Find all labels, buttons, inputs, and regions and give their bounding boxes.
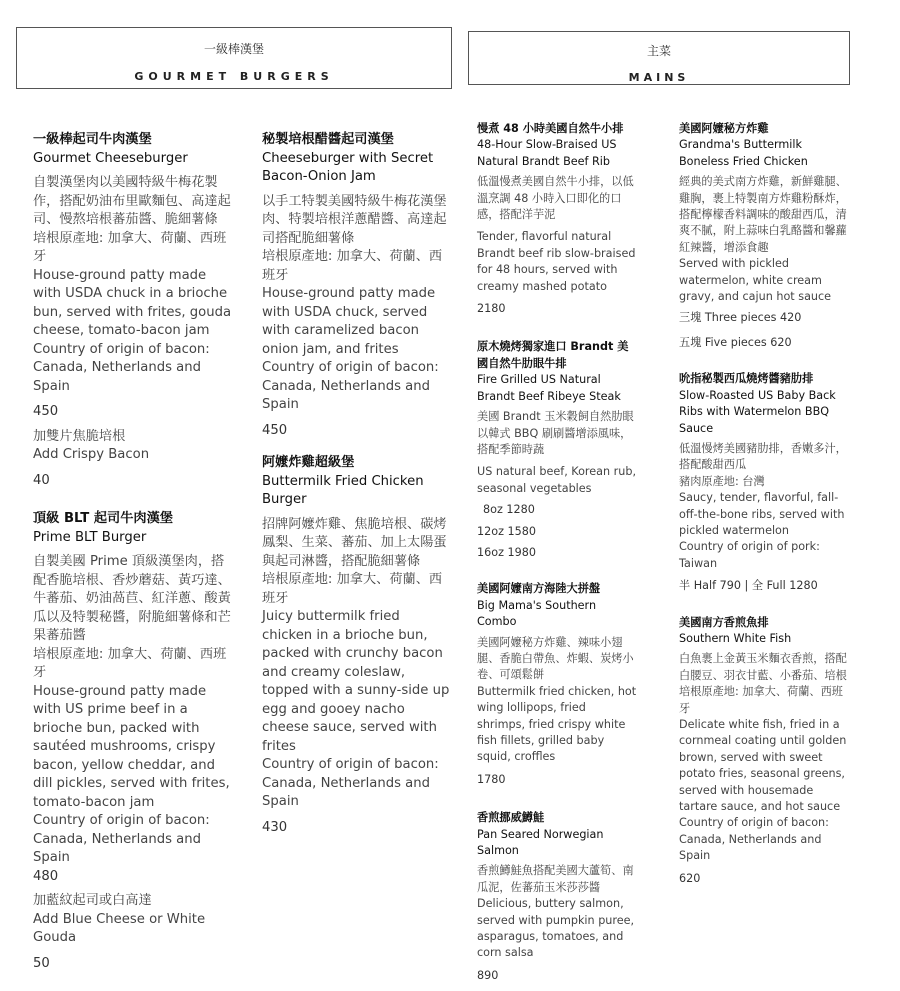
burgers-column-1 <box>33 131 233 979</box>
size-option: 12oz 1580 <box>477 524 536 538</box>
item-description-en: Tender, flavorful natural Brandt beef rib slow-braised for 48 hours, served with creamy mashed potato <box>477 230 636 293</box>
addon-name-zh: 加藍紋起司或白高達 <box>33 893 152 908</box>
item-description-zh: 白魚裹上金黃玉米麵衣香煎，搭配白腰豆、羽衣甘藍、小番茄、培根 <box>679 652 847 682</box>
item-origin-en: Country of origin of bacon: Canada, Netherlands and Spain <box>262 757 439 809</box>
item-origin-zh: 培根原產地: 加拿大、荷蘭、西班牙 <box>262 572 443 606</box>
addon-name-en: Add Crispy Bacon <box>33 447 150 462</box>
item-name-en: Cheeseburger with Secret Bacon-Onion Jam <box>262 150 434 184</box>
addon-name-en: Add Blue Cheese or White Gouda <box>33 911 206 945</box>
section-title-zh: 一級棒漢堡 <box>203 42 264 56</box>
item-name-zh: 吮指秘製西瓜燒烤醬豬肋排 <box>679 372 814 386</box>
item-name-en: Southern White Fish <box>679 631 792 645</box>
item-name-zh: 美國南方香煎魚排 <box>679 615 769 629</box>
menu-item-slow-braised-beef-rib <box>477 121 637 317</box>
size-option: 16oz 1980 <box>477 545 536 559</box>
item-description-en: Juicy buttermilk fried chicken in a brioche bun, packed with crunchy bacon and creamy coleslaw, topped with a sunny-side up egg and gooey nacho cheese sauce, served with frites <box>262 609 450 754</box>
menu-item-gourmet-cheeseburger <box>33 131 233 422</box>
addon-price: 50 <box>33 955 50 971</box>
burgers-column-2 <box>262 131 454 843</box>
menu-item-southern-white-fish <box>679 615 851 888</box>
item-origin-zh: 培根原產地: 加拿大、荷蘭、西班牙 <box>33 230 227 264</box>
item-name-zh: 美國阿嬤南方海陸大拼盤 <box>477 582 601 596</box>
addon-price: 40 <box>33 472 50 488</box>
item-description-zh: 以手工特製美國特級牛梅花漢堡肉、特製培根洋蔥醋醬、高達起司搭配脆細薯條 <box>262 193 447 246</box>
item-name-zh: 慢煮 48 小時美國自然牛小排 <box>477 122 624 135</box>
item-description-en: House-ground patty made with USDA chuck, served with caramelized bacon onion jam, and frites <box>262 286 436 357</box>
section-title-zh: 主菜 <box>646 44 671 58</box>
item-origin-en: Country of origin of bacon: Canada, Netherlands and Spain <box>33 341 210 394</box>
item-origin-en: Country of origin of bacon: Canada, Netherlands and Spain <box>679 816 829 863</box>
item-name-zh: 香煎挪威鱒鮭 <box>477 811 545 825</box>
item-price: 450 <box>33 404 59 419</box>
item-price: 890 <box>477 968 499 982</box>
item-price: 450 <box>262 422 288 438</box>
addon-crispy-bacon <box>33 428 233 491</box>
addon-blue-cheese-or-white-gouda <box>33 892 233 973</box>
portion-option: 三塊 Three pieces 420 <box>679 311 802 325</box>
item-price: 2180 <box>477 302 506 316</box>
item-name-zh: 秘製培根醋醬起司漢堡 <box>262 132 394 147</box>
section-header-mains <box>468 31 850 85</box>
item-name-zh: 阿嬤炸雞超級堡 <box>262 455 355 470</box>
item-description-zh: 低溫慢煮美國自然牛小排，以低溫烹調 48 小時入口即化的口感，搭配洋芋泥 <box>477 175 634 222</box>
item-description-en: Buttermilk fried chicken, hot wing lollipops, fried shrimps, fried crispy white fish fillets, grilled baby squid, croffles <box>477 684 637 764</box>
item-origin-en: Country of origin of bacon: Canada, Netherlands and Spain <box>262 360 439 412</box>
item-price: 430 <box>262 819 288 835</box>
menu-item-baby-back-ribs <box>679 371 851 594</box>
item-name-zh: 原木燒烤獨家進口 Brandt 美國自然牛肋眼牛排 <box>477 340 629 370</box>
item-origin-zh: 培根原產地: 加拿大、荷蘭、西班牙 <box>262 249 443 283</box>
item-name-en: Fire Grilled US Natural Brandt Beef Ribeye Steak <box>477 373 621 403</box>
item-description-en: House-ground patty made with US prime beef in a brioche bun, packed with sautéed mushrooms, crispy bacon, yellow cheddar, and dill pickles, served with frites, tomato-bacon jam <box>33 683 230 810</box>
menu-item-secret-bacon-onion-jam <box>262 131 454 440</box>
item-description-zh: 招牌阿嬤炸雞、焦脆培根、碳烤鳳梨、生菜、蕃茄、加上太陽蛋與起司淋醬，搭配脆細薯條 <box>262 516 447 569</box>
item-description-en: Served with pickled watermelon, white cream gravy, and cajun hot sauce <box>679 257 832 304</box>
item-name-en: Buttermilk Fried Chicken Burger <box>262 473 424 507</box>
item-origin-en: Country of origin of pork: Taiwan <box>679 540 820 570</box>
item-name-en: 48-Hour Slow-Braised US Natural Brandt Beef Rib <box>477 138 617 168</box>
item-description-en: US natural beef, Korean rub, seasonal vegetables <box>477 465 637 495</box>
section-header-gourmet-burgers <box>16 27 452 89</box>
section-title-en: MAINS <box>628 71 690 84</box>
size-option: 8oz 1280 <box>483 503 535 517</box>
item-name-en: Gourmet Cheeseburger <box>33 150 188 166</box>
item-description-zh: 低溫慢烤美國豬肋排，香嫩多汁，搭配酸甜西瓜 <box>679 441 847 472</box>
item-origin-en: Country of origin of bacon: Canada, Netherlands and Spain <box>33 813 210 865</box>
addon-name-zh: 加雙片焦脆培根 <box>33 428 126 444</box>
item-origin-zh: 培根原產地: 加拿大、荷蘭、西班牙 <box>679 685 843 715</box>
item-name-zh: 美國阿嬤秘方炸雞 <box>679 122 769 135</box>
portion-option: 五塊 Five pieces 620 <box>679 335 792 349</box>
item-origin-zh: 豬肉原產地: 台灣 <box>679 474 765 488</box>
item-price: 1780 <box>477 772 506 786</box>
item-name-en: Grandma's Buttermilk Boneless Fried Chicken <box>679 138 808 168</box>
menu-item-buttermilk-fried-chicken <box>679 121 851 351</box>
item-name-zh: 頂級 BLT 起司牛肉漢堡 <box>33 511 173 526</box>
menu-item-southern-combo <box>477 581 637 788</box>
item-description-zh: 自製美國 Prime 頂級漢堡肉，搭配香脆培根、香炒蘑菇、黃巧達、牛蕃茄、奶油萵苣、紅洋蔥、酸黃瓜以及特製秘醬，附脆細薯條和芒果蕃茄醬 <box>33 554 231 643</box>
menu-item-prime-blt-burger <box>33 510 233 886</box>
mains-column-1 <box>477 121 637 984</box>
item-origin-zh: 培根原產地: 加拿大、荷蘭、西班牙 <box>33 646 227 680</box>
item-name-en: Prime BLT Burger <box>33 529 147 545</box>
item-name-zh: 一級棒起司牛肉漢堡 <box>33 132 152 147</box>
item-price: 620 <box>679 871 701 885</box>
item-name-en: Big Mama's Southern Combo <box>477 598 597 629</box>
item-name-en: Slow-Roasted US Baby Back Ribs with Watermelon BBQ Sauce <box>679 388 836 435</box>
item-description-en: Delicious, buttery salmon, served with pumpkin puree, asparagus, tomatoes, and corn salsa <box>477 897 635 960</box>
item-price: 半 Half 790 | 全 Full 1280 <box>679 579 818 593</box>
item-description-en: House-ground patty made with USDA chuck in a brioche bun, served with frites, gouda cheese, tomato-bacon jam <box>33 267 232 338</box>
item-description-zh: 美國阿嬤秘方炸雞、辣味小翅腿、香脆白帶魚、炸蝦、炭烤小卷、可頌鬆餅 <box>477 635 634 682</box>
item-description-zh: 美國 Brandt 玉米穀飼自然肋眼以韓式 BBQ 刷刷醬增添風味，搭配季節時蔬 <box>477 410 634 456</box>
mains-column-2 <box>679 121 851 887</box>
menu-item-norwegian-salmon <box>477 810 637 984</box>
section-title-en: GOURMET BURGERS <box>134 70 334 83</box>
item-price: 480 <box>33 868 59 884</box>
item-description-zh: 經典的美式南方炸雞，新鮮雞腿、雞胸，裹上特製南方炸雞粉酥炸，搭配檸檬香料調味的酸甜西瓜，清爽不膩，附上蒜味白乳酪醬和馨蘿紅辣醬，增添食趣 <box>679 175 847 254</box>
item-description-zh: 香煎鱒鮭魚搭配美國大蘆筍、南瓜泥，佐蕃茄玉米莎莎醬 <box>477 864 634 894</box>
item-name-en: Pan Seared Norwegian Salmon <box>477 827 604 858</box>
menu-item-ribeye-steak <box>477 339 637 561</box>
menu-item-buttermilk-fried-chicken-burger <box>262 454 454 837</box>
item-description-en: Saucy, tender, flavorful, fall-off-the-bone ribs, served with pickled watermelon <box>679 491 845 537</box>
item-description-zh: 自製漢堡肉以美國特級牛梅花製作，搭配奶油布里歐麵包、高達起司、慢熬培根蕃茄醬、脆細薯條 <box>33 175 231 227</box>
item-description-en: Delicate white fish, fried in a cornmeal coating until golden brown, served with sweet potato fries, seasonal greens, served with housemade tartare sauce, and hot sauce <box>679 718 847 814</box>
